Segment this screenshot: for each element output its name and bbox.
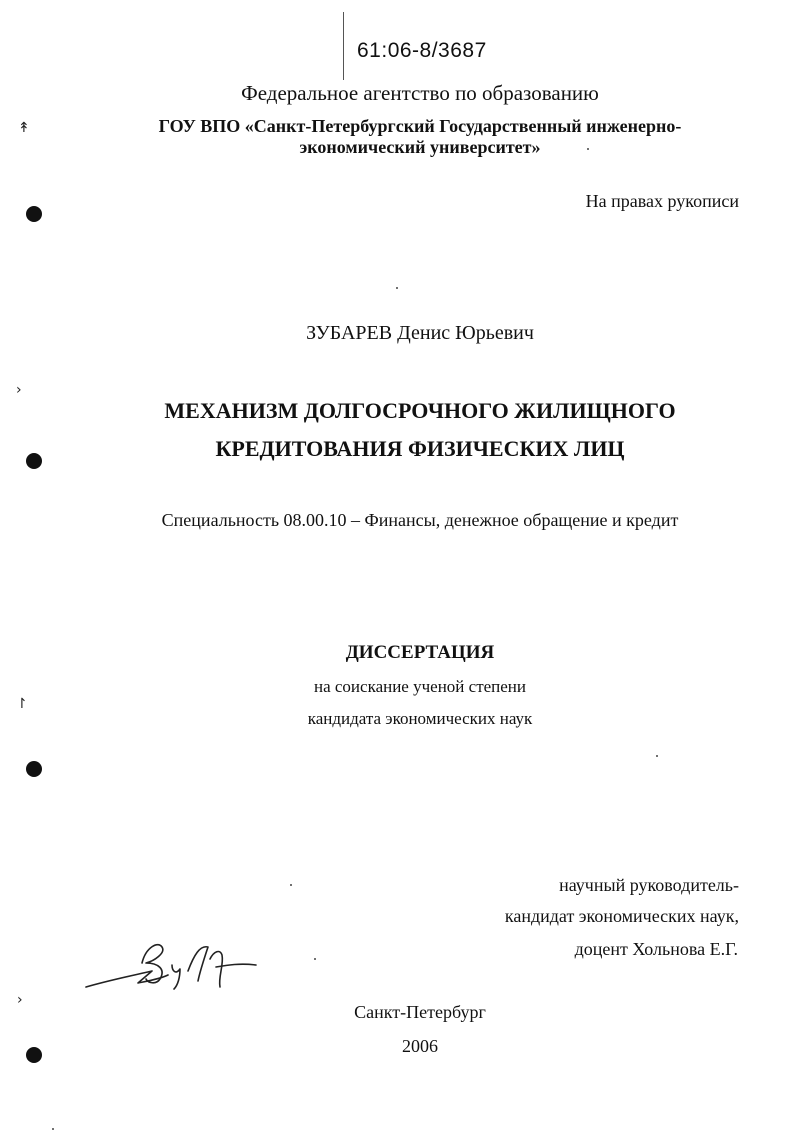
margin-mark-4: › bbox=[17, 992, 23, 1008]
speck bbox=[656, 755, 658, 757]
university-name-line1: ГОУ ВПО «Санкт-Петербургский Государственный инженерно- bbox=[158, 116, 682, 136]
degree-line1: на соискание ученой степени bbox=[313, 677, 527, 696]
binding-hole-1 bbox=[26, 206, 42, 222]
specialty: Специальность 08.00.10 – Финансы, денежное обращение и кредит bbox=[161, 510, 679, 530]
author-signature bbox=[80, 935, 260, 995]
archive-code: 61:06-8/3687 bbox=[357, 39, 487, 62]
year: 2006 bbox=[402, 1036, 438, 1056]
margin-mark-2: › bbox=[16, 382, 22, 398]
supervisor-degree: кандидат экономических наук, bbox=[504, 906, 739, 926]
degree-line2: кандидата экономических наук bbox=[307, 709, 533, 728]
speck bbox=[314, 958, 316, 960]
speck bbox=[396, 287, 398, 289]
dissertation-title-line1: МЕХАНИЗМ ДОЛГОСРОЧНОГО ЖИЛИЩНОГО bbox=[164, 398, 676, 423]
dissertation-title-line2: КРЕДИТОВАНИЯ ФИЗИЧЕСКИХ ЛИЦ bbox=[215, 436, 625, 461]
supervisor-name: доцент Хольнова Е.Г. bbox=[574, 939, 738, 959]
margin-mark-3: ↾ bbox=[16, 696, 28, 712]
margin-mark-1: ↟ bbox=[18, 120, 30, 136]
supervisor-label: научный руководитель- bbox=[559, 875, 739, 895]
document-type: ДИССЕРТАЦИЯ bbox=[345, 642, 495, 663]
speck bbox=[52, 1128, 54, 1130]
binding-hole-3 bbox=[26, 761, 42, 777]
city: Санкт-Петербург bbox=[354, 1002, 486, 1022]
speck bbox=[290, 884, 292, 886]
author-name: ЗУБАРЕВ Денис Юрьевич bbox=[306, 322, 534, 344]
agency-name: Федеральное агентство по образованию bbox=[241, 81, 599, 105]
university-name-line2: экономический университет» bbox=[299, 137, 541, 157]
manuscript-note: На правах рукописи bbox=[585, 191, 739, 211]
archive-stamp-divider bbox=[343, 12, 344, 80]
